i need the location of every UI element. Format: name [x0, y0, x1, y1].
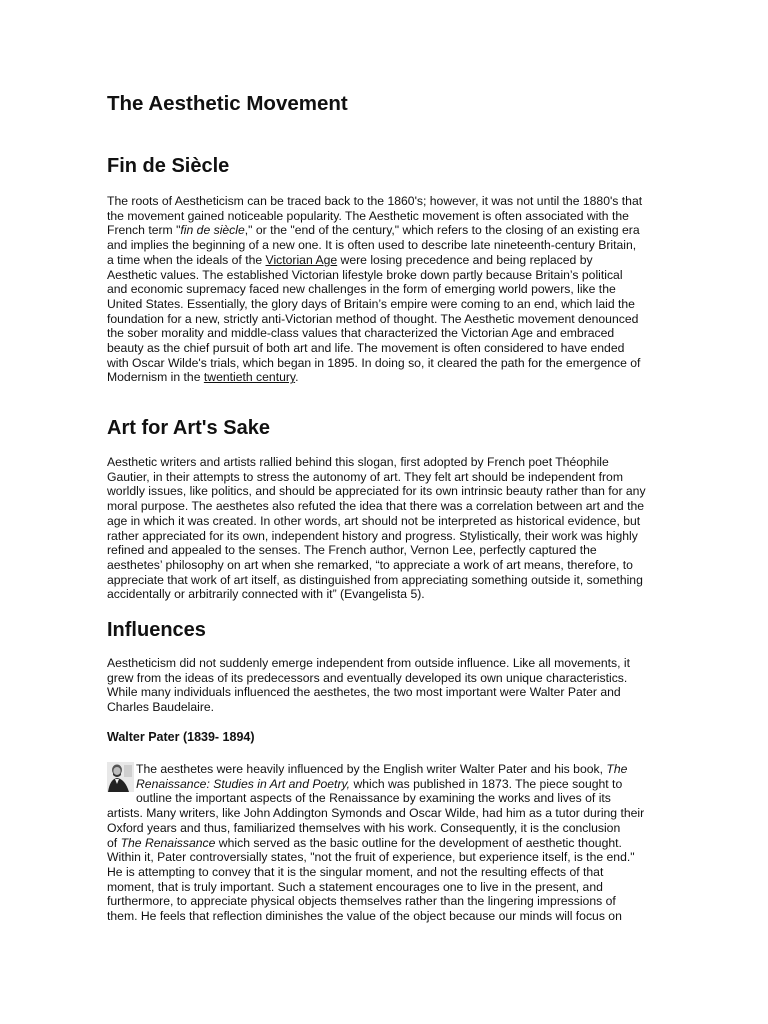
italic-title: The Renaissance [120, 835, 216, 850]
text-line: and economic supremacy faced new challenges in the form of emerging world powers, like the [107, 282, 616, 297]
text-line: He is attempting to convey that it is the singular moment, and not the resulting effects of that [107, 864, 604, 879]
text-line: Gautier, in their attempts to stress the autonomy of art. They felt art should be independent from [107, 469, 623, 484]
text-line: The aesthetes were heavily influenced by the English writer Walter Pater and his book, The [136, 762, 628, 776]
text-line: French term "fin de siècle," or the "end of the century," which refers to the closing of an existing era [107, 223, 640, 238]
text-line: refined and appealed to the senses. The French author, Vernon Lee, perfectly captured the [107, 543, 597, 558]
heading-influences: Influences [107, 619, 206, 641]
text-line: artists. Many writers, like John Addington Symonds and Oscar Wilde, had him as a tutor during their [107, 806, 645, 821]
text-line: furthermore, to appreciate physical objects themselves rather than the lingering impressions of [107, 894, 616, 909]
text-line: Charles Baudelaire. [107, 700, 215, 715]
text-line: moral purpose. The aesthetes also refuted the idea that there was a correlation between art and the [107, 499, 645, 514]
text-line: of The Renaissance which served as the basic outline for the development of aesthetic thought. [107, 835, 622, 850]
text-line: outline the important aspects of the Renaissance by examining the works and lives of its [136, 791, 611, 806]
page-title: The Aesthetic Movement [107, 92, 348, 115]
text-line: beauty as the chief pursuit of both art and life. The movement is often considered to have ended [107, 341, 625, 356]
text-line: Aesthetic writers and artists rallied behind this slogan, first adopted by French poet Théophile [107, 455, 609, 469]
link-twentieth-century[interactable]: twentieth century [203, 370, 296, 385]
link-victorian-age[interactable]: Victorian Age [265, 252, 338, 267]
text-line: aesthetes’ philosophy on art when she remarked, “to appreciate a work of art means, therefore, to [107, 557, 633, 572]
text-line: and implies the beginning of a new one. It is often used to describe late nineteenth-century Britain, [107, 238, 637, 253]
text-line: Renaissance: Studies in Art and Poetry, which was published in 1873. The piece sought to [136, 776, 623, 791]
text-line: rather appreciated for its own, independent history and progress. Stylistically, their work was highly [107, 528, 638, 543]
paragraph-influences [107, 656, 642, 715]
text-line: accidentally or arbitrarily connected with it” (Evangelista 5). [107, 587, 425, 602]
text-line: The roots of Aestheticism can be traced back to the 1860's; however, it was not until the 1880's that [107, 194, 643, 208]
text-line: foundation for a new, strictly anti-Victorian method of thought. The Aesthetic movement denounced [107, 311, 639, 326]
text-line: moment, that is truly important. Such a statement encourages one to live in the present, and [107, 879, 603, 894]
text-line: them. He feels that reflection diminishes the value of the object because our minds will focus on [107, 909, 622, 924]
text-line: appreciate that work of art itself, as distinguished from appreciating something outside it, something [107, 572, 643, 587]
text-line: Aestheticism did not suddenly emerge independent from outside influence. Like all movements, it [107, 656, 630, 670]
text-line: Within it, Pater controversially states, "not the fruit of experience, but experience itself, is the end." [107, 850, 635, 865]
heading-walter-pater: Walter Pater (1839- 1894) [107, 730, 255, 744]
paragraph-walter-pater [107, 762, 645, 924]
text-line: the movement gained noticeable popularity. The Aesthetic movement is often associated with the [107, 208, 629, 223]
text-line: Modernism in the twentieth century. [107, 370, 299, 385]
text-line: with Oscar Wilde's trials, which began in 1895. In doing so, it cleared the path for the emergence of [107, 355, 641, 370]
text-line: the sober morality and middle-class values that characterized the Victorian Age and embraced [107, 326, 615, 341]
text-line: age in which it was created. In other words, art should not be interpreted as historical evidence, but [107, 513, 641, 528]
text-line: United States. Essentially, the glory days of Britain’s empire were coming to an end, which laid the [107, 296, 635, 311]
text-line: worldly issues, like politics, and should be appreciated for its own intrinsic beauty rather than for any [107, 484, 646, 499]
text-line: grew from the ideas of its predecessors and eventually developed its own unique characteristics. [107, 670, 628, 685]
text-line: Oxford years and thus, familiarized themselves with his work. Consequently, it is the conclusion [107, 820, 621, 835]
heading-fin-de-siecle: Fin de Siècle [107, 155, 230, 177]
text-line: a time when the ideals of the Victorian Age were losing precedence and being replaced by [107, 252, 593, 267]
paragraph-art-for-arts-sake [107, 455, 646, 602]
italic-term: fin de siècle [180, 223, 245, 238]
text-line: While many individuals influenced the aesthetes, the two most important were Walter Pater and [107, 685, 621, 700]
text-line: Aesthetic values. The established Victorian lifestyle broke down partly because Britain’s political [107, 267, 623, 282]
italic-title: The [606, 762, 628, 776]
heading-art-for-arts-sake: Art for Art's Sake [107, 417, 270, 439]
paragraph-fin-de-siecle [107, 194, 642, 385]
italic-title: Renaissance: Studies in Art and Poetry, [136, 776, 351, 791]
